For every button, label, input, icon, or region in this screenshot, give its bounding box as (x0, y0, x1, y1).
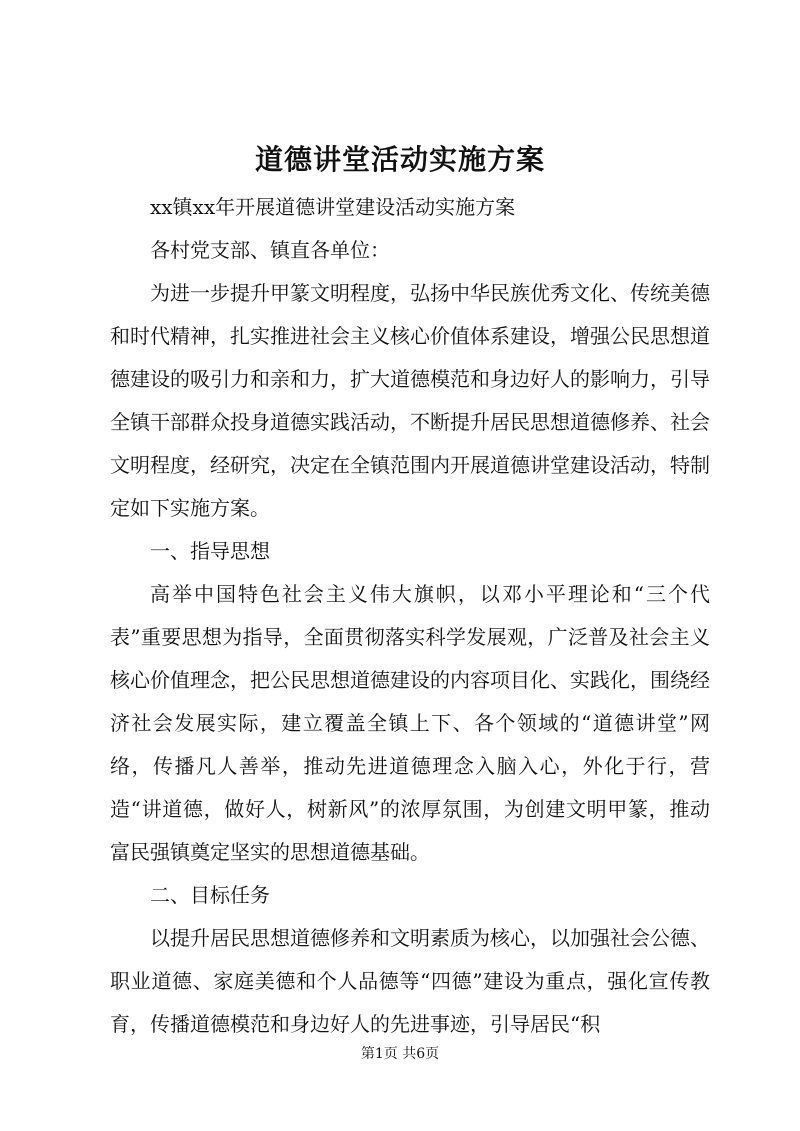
section-heading-guiding-thought: 一、指导思想 (150, 539, 270, 563)
paragraph-intro: 为进一步提升甲篆文明程度，弘扬中华民族优秀文化、传统美德和时代精神，扎实推进社会主义核心价值体系建设，增强公民思想道德建设的吸引力和亲和力，扩大道德模范和身边好人的影响力，引导全镇干部群众投身道德实践活动，不断提升居民思想道德修养、社会文明程度，经研究，决定在全镇范围内开展道德讲堂建设活动，特制定如下实施方案。 (110, 281, 710, 520)
paragraph-salutation: 各村党支部、镇直各单位： (150, 238, 390, 262)
paragraph-goals: 以提升居民思想道德修养和文明素质为核心，以加强社会公德、职业道德、家庭美德和个人品德等“四德”建设为重点，强化宣传教育，传播道德模范和身边好人的先进事迹，引导居民“积 (110, 926, 710, 1036)
section-heading-goals: 二、目标任务 (150, 883, 270, 907)
page-number-footer: 第1页 共6页 (360, 1046, 440, 1062)
paragraph-subtitle: xx镇xx年开展道德讲堂建设活动实施方案 (150, 195, 516, 219)
paragraph-guiding-thought: 高举中国特色社会主义伟大旗帜，以邓小平理论和“三个代表”重要思想为指导，全面贯彻落实科学发展观，广泛普及社会主义核心价值理念，把公民思想道德建设的内容项目化、实践化，围绕经济社会发展实际，建立覆盖全镇上下、各个领域的“道德讲堂”网络，传播凡人善举，推动先进道德理念入脑入心，外化于行，营造“讲道德，做好人，树新风”的浓厚氛围，为创建文明甲篆，推动富民强镇奠定坚实的思想道德基础。 (110, 582, 710, 864)
document-title: 道德讲堂活动实施方案 (254, 143, 545, 176)
document-body (110, 186, 710, 1046)
